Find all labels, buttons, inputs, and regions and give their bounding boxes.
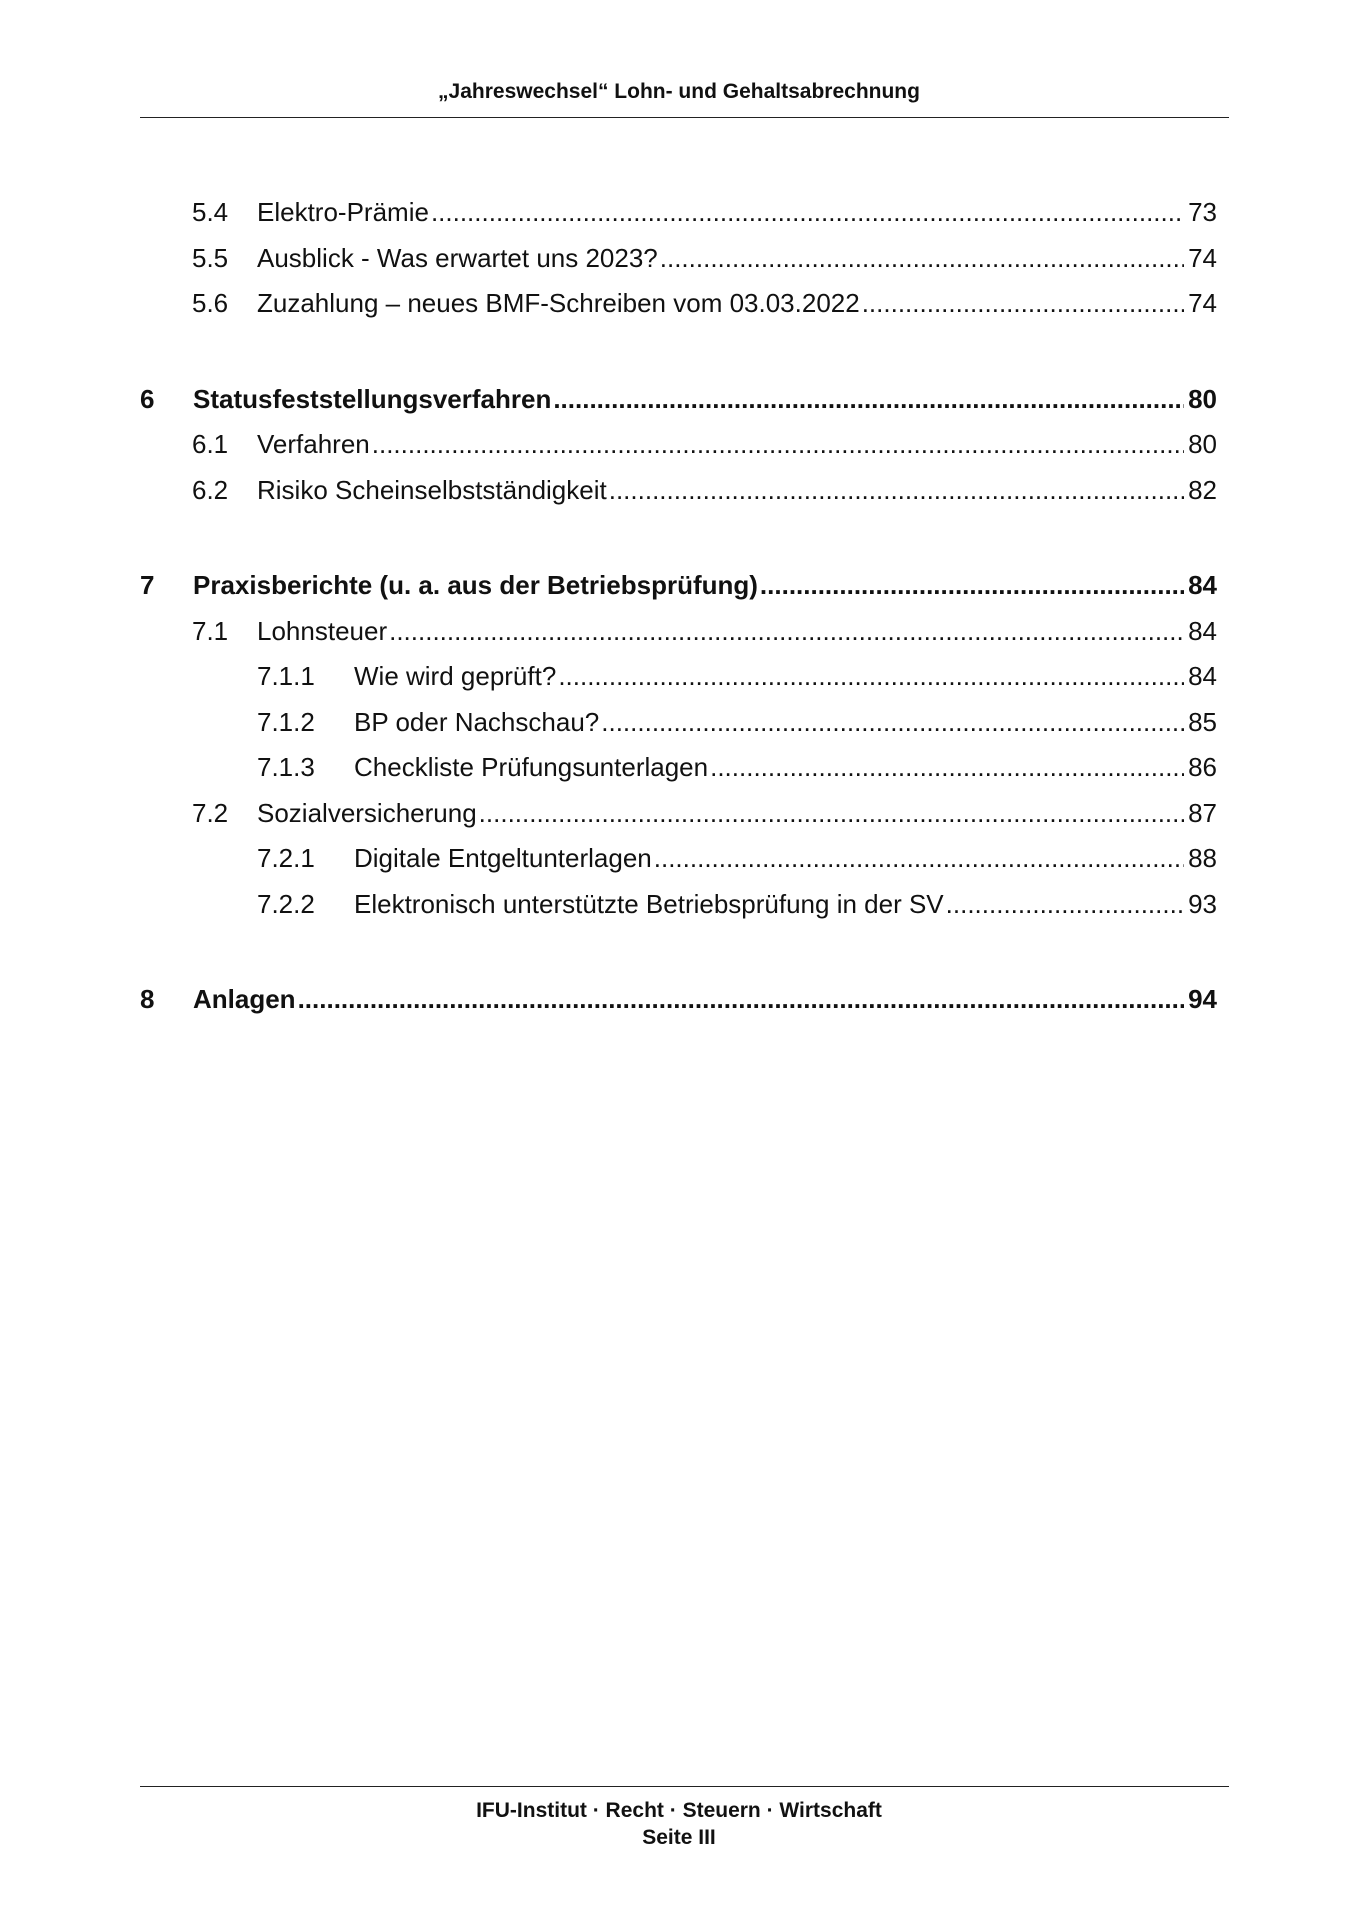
toc-entry-number: 7.1	[192, 615, 229, 646]
footer-page-number: Seite III	[642, 1826, 716, 1849]
toc-entry-line	[257, 791, 1217, 837]
toc-dot-leader	[558, 654, 1184, 700]
toc-entry-line	[193, 377, 1217, 423]
toc-entry-number: 6.2	[192, 474, 229, 505]
toc-entry-page: 74	[1188, 288, 1217, 318]
toc-entry	[140, 468, 1217, 514]
toc-chapter-entry	[140, 377, 1217, 423]
toc-chapter-entry	[140, 563, 1217, 609]
toc-entry	[140, 236, 1217, 282]
toc-entry-page: 73	[1188, 197, 1217, 227]
toc-entry	[140, 609, 1217, 655]
toc-entry-page: 84	[1188, 661, 1217, 691]
toc-entry-title: Digitale Entgeltunterlagen	[354, 843, 652, 873]
toc-entry-line	[354, 745, 1217, 791]
toc-entry-number: 5.6	[192, 288, 229, 318]
toc-entry-title: Elektronisch unterstützte Betriebsprüfung in der SV	[354, 888, 944, 919]
toc-entry-title: Praxisberichte (u. a. aus der Betriebsprüfung)	[193, 570, 758, 600]
toc-dot-leader	[710, 745, 1184, 791]
toc-entry-number: 6	[140, 383, 155, 414]
toc-entry-number: 5.5	[192, 242, 229, 273]
toc-entry-number: 7.2.1	[257, 843, 315, 873]
toc-entry-line	[354, 700, 1217, 746]
toc-entry	[140, 654, 1217, 700]
toc-entry-page: 93	[1188, 888, 1217, 919]
toc-entry-line	[354, 836, 1217, 882]
toc-entry-line	[193, 977, 1217, 1023]
toc-entry	[140, 190, 1217, 236]
running-header-title: „Jahreswechsel“ Lohn- und Gehaltsabrechnung	[438, 80, 920, 103]
toc-dot-leader	[431, 190, 1184, 236]
toc-entry-page: 82	[1188, 474, 1217, 505]
toc-entry	[140, 745, 1217, 791]
toc-entry-line	[257, 236, 1217, 282]
footer-institute: IFU-Institut · Recht · Steuern · Wirtschaft	[476, 1799, 882, 1822]
toc-entry-page: 87	[1188, 797, 1217, 828]
toc-dot-leader	[946, 882, 1184, 928]
toc-entry	[140, 422, 1217, 468]
toc-entry-title: Risiko Scheinselbstständigkeit	[257, 474, 607, 505]
toc-entry-line	[354, 654, 1217, 700]
table-of-contents	[140, 190, 1217, 1023]
toc-entry-number: 7.1.2	[257, 706, 315, 737]
toc-entry-page: 94	[1188, 984, 1217, 1014]
toc-entry-page: 74	[1188, 242, 1217, 273]
toc-entry-number: 7.2.2	[257, 888, 315, 919]
toc-dot-leader	[609, 468, 1184, 514]
toc-entry-line	[257, 422, 1217, 468]
toc-entry-line	[257, 281, 1217, 327]
toc-entry	[140, 700, 1217, 746]
toc-entry	[140, 836, 1217, 882]
toc-entry-number: 6.1	[192, 429, 229, 459]
toc-dot-leader	[479, 791, 1184, 837]
toc-entry-page: 84	[1188, 570, 1217, 600]
toc-entry-number: 7.1.3	[257, 752, 315, 782]
toc-entry-title: Wie wird geprüft?	[354, 661, 557, 691]
toc-dot-leader	[372, 422, 1184, 468]
toc-dot-leader	[553, 377, 1184, 423]
toc-entry	[140, 791, 1217, 837]
toc-entry-title: Elektro-Prämie	[257, 197, 429, 227]
footer-rule	[140, 1786, 1229, 1787]
toc-entry-title: Anlagen	[193, 984, 296, 1014]
toc-entry-page: 85	[1188, 706, 1217, 737]
toc-entry-line	[354, 882, 1217, 928]
toc-entry-page: 80	[1188, 383, 1217, 414]
toc-entry-title: Checkliste Prüfungsunterlagen	[354, 752, 709, 782]
toc-dot-leader	[389, 609, 1184, 655]
toc-dot-leader	[601, 700, 1184, 746]
toc-entry-number: 7.1.1	[257, 661, 315, 691]
toc-entry-line	[257, 609, 1217, 655]
toc-dot-leader	[654, 836, 1184, 882]
toc-entry-title: BP oder Nachschau?	[354, 706, 600, 737]
toc-entry-page: 80	[1188, 429, 1217, 459]
toc-entry-title: Sozialversicherung	[257, 797, 477, 828]
toc-entry-page: 86	[1188, 752, 1217, 782]
toc-dot-leader	[862, 281, 1184, 327]
toc-entry-line	[257, 190, 1217, 236]
toc-entry-page: 88	[1188, 843, 1217, 873]
toc-entry-title: Lohnsteuer	[257, 615, 388, 646]
toc-entry-number: 8	[140, 984, 155, 1014]
toc-entry-title: Ausblick - Was erwartet uns 2023?	[257, 242, 658, 273]
toc-entry	[140, 281, 1217, 327]
toc-entry	[140, 882, 1217, 928]
toc-entry-line	[193, 563, 1217, 609]
toc-chapter-entry	[140, 977, 1217, 1023]
toc-entry-title: Verfahren	[257, 429, 370, 459]
toc-entry-line	[257, 468, 1217, 514]
toc-entry-number: 7	[140, 570, 155, 600]
header-rule	[140, 117, 1229, 118]
toc-dot-leader	[760, 563, 1184, 609]
toc-entry-title: Zuzahlung – neues BMF-Schreiben vom 03.03.2022	[257, 288, 860, 318]
toc-dot-leader	[298, 977, 1185, 1023]
toc-dot-leader	[660, 236, 1184, 282]
toc-entry-number: 7.2	[192, 797, 229, 828]
toc-entry-page: 84	[1188, 615, 1217, 646]
toc-entry-title: Statusfeststellungsverfahren	[193, 383, 552, 414]
toc-entry-number: 5.4	[192, 197, 229, 227]
